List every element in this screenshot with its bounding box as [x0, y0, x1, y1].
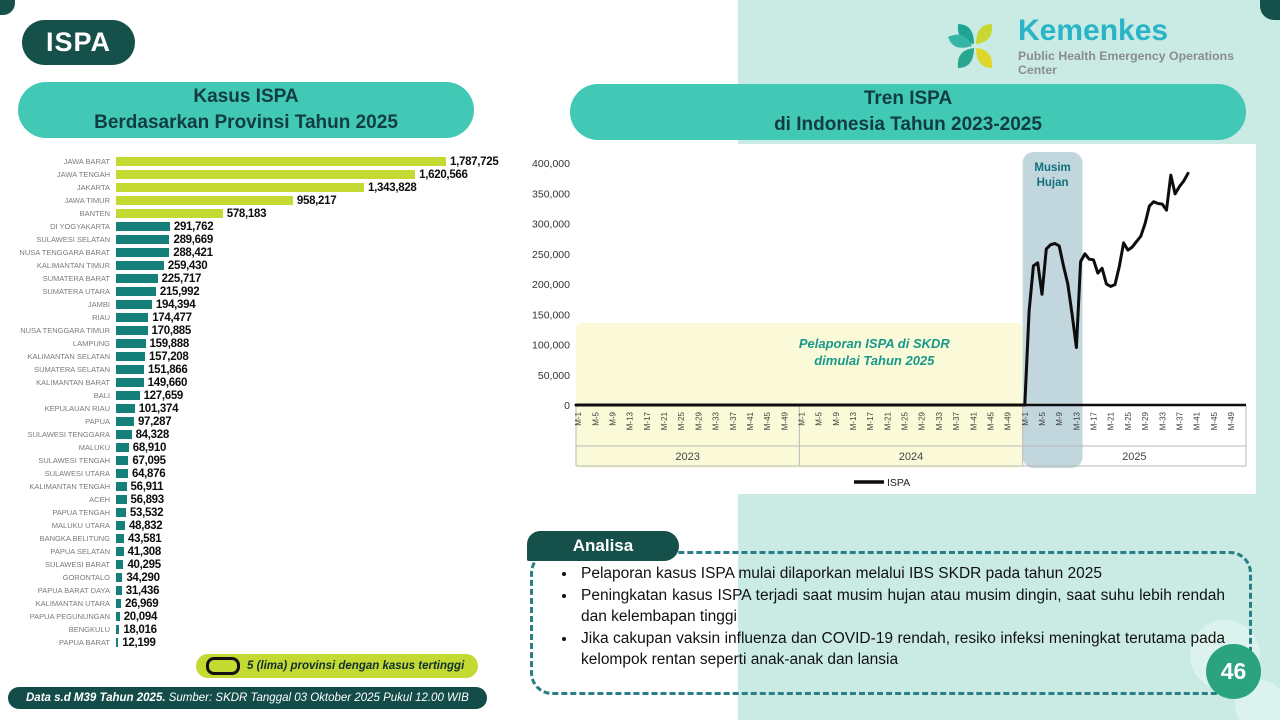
province-bar	[116, 313, 148, 322]
bar-row	[14, 636, 508, 649]
province-label: KALIMANTAN BARAT	[36, 378, 110, 387]
bar-chart-legend-label: 5 (lima) provinsi dengan kasus tertinggi	[247, 660, 465, 672]
province-value: 67,095	[132, 454, 166, 467]
province-bar	[116, 586, 122, 595]
annotation-text-line1: Pelaporan ISPA di SKDR	[798, 336, 950, 351]
province-value: 215,992	[159, 285, 200, 298]
right-chart-title-line1: Tren ISPA	[863, 88, 953, 110]
bar-row	[14, 389, 508, 402]
bar-row	[14, 363, 508, 376]
footnote-period: Data s.d M39 Tahun 2025.	[26, 692, 166, 704]
x-axis-tick-label: M-49	[780, 412, 790, 431]
x-axis-tick-label: M-33	[934, 412, 944, 431]
province-label: JAKARTA	[76, 183, 110, 192]
x-axis-tick-label: M-21	[660, 412, 670, 431]
bar-row	[14, 506, 508, 519]
province-bar	[116, 560, 123, 569]
y-axis-tick-label: 50,000	[537, 369, 570, 382]
y-axis-tick-label: 300,000	[532, 218, 570, 231]
y-axis-tick-label: 150,000	[532, 309, 570, 322]
x-axis-tick-label: M-17	[1089, 412, 1099, 431]
y-axis-tick-label: 250,000	[532, 248, 570, 261]
province-value: 157,208	[149, 350, 189, 363]
province-bar	[116, 222, 170, 231]
logo-subtitle: Public Health Emergency Operations Center	[1018, 49, 1234, 77]
analysis-bullet: • Pelaporan kasus ISPA mulai dilaporkan melalui IBS SKDR pada tahun 2025	[577, 564, 1225, 584]
annotation-text-line2: dimulai Tahun 2025	[814, 353, 935, 368]
bar-row	[14, 610, 508, 623]
rain-band-label-line2: Hujan	[1036, 177, 1069, 189]
x-axis-tick-label: M-17	[642, 412, 652, 431]
legend-label: ISPA	[887, 477, 911, 489]
logo-title: Kemenkes	[1018, 14, 1169, 47]
year-label: 2025	[1122, 451, 1147, 463]
province-bar	[116, 430, 132, 439]
province-bar-chart	[14, 155, 508, 649]
province-bar	[116, 235, 169, 244]
province-bar	[116, 638, 118, 647]
province-label: MALUKU	[78, 443, 110, 452]
province-bar	[116, 521, 125, 530]
province-bar	[116, 456, 128, 465]
province-value: 1,343,828	[368, 181, 417, 194]
x-axis-tick-label: M-5	[1037, 412, 1047, 426]
province-bar	[116, 261, 164, 270]
x-axis-tick-label: M-45	[1209, 412, 1219, 431]
province-value: 20,094	[123, 610, 158, 623]
x-axis-tick-label: M-49	[1003, 412, 1013, 431]
province-bar	[116, 534, 124, 543]
province-label: MALUKU UTARA	[51, 521, 110, 530]
bar-row	[14, 350, 508, 363]
province-label: BENGKULU	[68, 625, 110, 634]
province-bar	[116, 417, 134, 426]
province-bar	[116, 599, 121, 608]
province-value: 151,866	[148, 363, 188, 376]
bar-row	[14, 285, 508, 298]
y-axis-tick-label: 350,000	[532, 188, 570, 201]
province-label: SUMATERA SELATAN	[34, 365, 110, 374]
province-label: BANTEN	[79, 209, 110, 218]
bar-row	[14, 220, 508, 233]
x-axis-tick-label: M-1	[797, 412, 807, 426]
bar-row	[14, 454, 508, 467]
province-bar	[116, 547, 124, 556]
province-bar	[116, 352, 145, 361]
x-axis-tick-label: M-41	[1192, 412, 1202, 431]
bar-row	[14, 441, 508, 454]
x-axis-tick-label: M-17	[866, 412, 876, 431]
province-value: 1,787,725	[450, 155, 499, 168]
x-axis-tick-label: M-29	[694, 412, 704, 431]
bar-row	[14, 233, 508, 246]
province-bar	[116, 339, 146, 348]
province-value: 97,287	[137, 415, 172, 428]
bar-row	[14, 532, 508, 545]
province-value: 64,876	[131, 467, 166, 480]
province-value: 170,885	[151, 324, 192, 337]
x-axis-tick-label: M-25	[1123, 412, 1133, 431]
x-axis-tick-label: M-21	[883, 412, 893, 431]
province-bar	[116, 157, 446, 166]
x-axis-tick-label: M-9	[1055, 412, 1065, 426]
bar-row	[14, 311, 508, 324]
province-label: PAPUA SELATAN	[50, 547, 110, 556]
province-value: 288,421	[173, 246, 213, 259]
province-label: KALIMANTAN TENGAH	[29, 482, 110, 491]
province-bar	[116, 404, 135, 413]
bar-row	[14, 168, 508, 181]
province-label: PAPUA BARAT DAYA	[37, 586, 110, 595]
left-chart-title-line2: Berdasarkan Provinsi Tahun 2025	[94, 112, 398, 133]
x-axis-tick-label: M-13	[849, 412, 859, 431]
province-value: 40,295	[127, 558, 161, 571]
trend-line-chart	[512, 144, 1256, 494]
province-value: 149,660	[147, 376, 188, 389]
province-value: 291,762	[173, 220, 214, 233]
province-value: 43,581	[128, 532, 162, 545]
bar-row	[14, 467, 508, 480]
bar-row	[14, 415, 508, 428]
province-label: NUSA TENGGARA BARAT	[19, 248, 110, 257]
province-value: 68,910	[132, 441, 167, 454]
province-label: PAPUA TENGAH	[52, 508, 110, 517]
province-bar	[116, 183, 364, 192]
y-axis-tick-label: 200,000	[532, 279, 570, 291]
province-label: SULAWESI TENGAH	[38, 456, 110, 465]
province-bar	[116, 196, 293, 205]
bar-row	[14, 584, 508, 597]
province-label: PAPUA BARAT	[59, 638, 110, 647]
x-axis-tick-label: M-13	[625, 412, 635, 431]
bar-row	[14, 402, 508, 415]
right-chart-title-line2: di Indonesia Tahun 2023-2025	[774, 114, 1042, 135]
province-label: SULAWESI UTARA	[44, 469, 110, 478]
province-label: SULAWESI BARAT	[44, 560, 110, 569]
x-axis-tick-label: M-13	[1072, 412, 1082, 431]
province-label: PAPUA	[85, 417, 110, 426]
x-axis-tick-label: M-9	[831, 412, 841, 426]
bar-row	[14, 259, 508, 272]
province-label: RIAU	[92, 313, 110, 322]
bar-row	[14, 376, 508, 389]
province-value: 259,430	[167, 259, 208, 272]
province-label: SULAWESI TENGGARA	[27, 430, 110, 439]
province-label: BALI	[93, 391, 110, 400]
trend-chart-panel	[512, 144, 1256, 494]
province-label: KALIMANTAN TIMUR	[36, 261, 110, 270]
x-axis-tick-label: M-29	[1141, 412, 1151, 431]
y-axis-tick-label: 400,000	[532, 158, 570, 170]
bar-row	[14, 428, 508, 441]
province-label: KALIMANTAN UTARA	[35, 599, 110, 608]
x-axis-tick-label: M-9	[608, 412, 618, 426]
province-value: 31,436	[125, 584, 160, 597]
analysis-title-pill: Analisa	[527, 531, 679, 561]
province-value: 84,328	[135, 428, 169, 441]
x-axis-tick-label: M-45	[763, 412, 773, 431]
province-label: BANGKA BELITUNG	[39, 534, 110, 543]
x-axis-tick-label: M-33	[1158, 412, 1168, 431]
x-axis-tick-label: M-41	[745, 412, 755, 431]
x-axis-tick-label: M-29	[917, 412, 927, 431]
province-label: PAPUA PEGUNUNGAN	[29, 612, 110, 621]
bar-row	[14, 493, 508, 506]
bar-row	[14, 623, 508, 636]
bar-row	[14, 207, 508, 220]
province-value: 41,308	[127, 545, 161, 558]
x-axis-tick-label: M-1	[1020, 412, 1030, 426]
bar-row	[14, 545, 508, 558]
province-value: 289,669	[173, 233, 213, 246]
province-bar	[116, 443, 129, 452]
province-label: JAWA TIMUR	[64, 196, 110, 205]
bar-row	[14, 480, 508, 493]
year-label: 2023	[675, 451, 700, 463]
province-value: 18,016	[123, 623, 157, 636]
x-axis-tick-label: M-45	[986, 412, 996, 431]
province-label: SUMATERA UTARA	[42, 287, 110, 296]
bar-row	[14, 155, 508, 168]
province-value: 12,199	[122, 636, 156, 649]
province-value: 48,832	[129, 519, 163, 532]
province-bar	[116, 573, 122, 582]
province-value: 127,659	[143, 389, 184, 402]
x-axis-tick-label: M-37	[1175, 412, 1185, 431]
kemenkes-logo	[940, 14, 1260, 76]
bar-row	[14, 298, 508, 311]
x-axis-tick-label: M-37	[952, 412, 962, 431]
rain-band-label-line1: Musim	[1034, 162, 1071, 174]
province-bar	[116, 248, 169, 257]
province-value: 53,532	[129, 506, 164, 519]
bar-chart-legend	[196, 654, 478, 678]
province-value: 101,374	[138, 402, 179, 415]
year-label: 2024	[898, 451, 924, 463]
data-source-footnote	[8, 687, 487, 709]
x-axis-tick-label: M-33	[711, 412, 721, 431]
kemenkes-logo-icon	[940, 14, 1012, 76]
province-value: 34,290	[126, 571, 160, 584]
x-axis-tick-label: M-1	[574, 412, 584, 426]
analysis-bullet: • Peningkatan kasus ISPA terjadi saat musim hujan atau musim dingin, saat suhu lebih rendah dan kelembapan tinggi	[577, 586, 1225, 627]
highlight-oblong-icon	[206, 657, 240, 675]
bar-row	[14, 246, 508, 259]
province-bar	[116, 508, 126, 517]
y-axis-tick-label: 0	[564, 400, 570, 412]
province-bar	[116, 469, 128, 478]
province-value: 26,969	[124, 597, 159, 610]
province-bar	[116, 625, 119, 634]
corner-accent-top-left	[0, 0, 15, 15]
province-label: SULAWESI SELATAN	[36, 235, 110, 244]
province-label: JAMBI	[87, 300, 110, 309]
province-bar	[116, 274, 158, 283]
bar-row	[14, 571, 508, 584]
bar-row	[14, 597, 508, 610]
province-bar	[116, 495, 127, 504]
province-label: KALIMANTAN SELATAN	[27, 352, 110, 361]
province-value: 1,620,566	[419, 168, 468, 181]
province-label: JAWA TENGAH	[56, 170, 110, 179]
x-axis-tick-label: M-5	[591, 412, 601, 426]
province-value: 225,717	[161, 272, 202, 285]
province-value: 56,911	[130, 480, 164, 493]
x-axis-tick-label: M-21	[1106, 412, 1116, 431]
x-axis-tick-label: M-25	[677, 412, 687, 431]
bar-row	[14, 181, 508, 194]
province-value: 958,217	[296, 194, 337, 207]
province-label: GORONTALO	[62, 573, 110, 582]
province-label: NUSA TENGGARA TIMUR	[20, 326, 110, 335]
disease-badge: ISPA	[22, 20, 135, 65]
province-bar	[116, 482, 127, 491]
x-axis-tick-label: M-37	[728, 412, 738, 431]
x-axis-tick-label: M-49	[1226, 412, 1236, 431]
province-label: ACEH	[89, 495, 110, 504]
bar-row	[14, 337, 508, 350]
analysis-box	[530, 551, 1252, 695]
x-axis-tick-label: M-5	[814, 412, 824, 426]
province-label: JAWA BARAT	[63, 157, 110, 166]
province-bar	[116, 365, 144, 374]
province-bar	[116, 287, 156, 296]
analysis-bullet: • Jika cakupan vaksin influenza dan COVID-19 rendah, resiko infeksi meningkat terutama pada kelompok rentan seperti anak-anak dan lansia	[577, 629, 1225, 670]
province-label: KEPULAUAN RIAU	[44, 404, 110, 413]
province-value: 56,893	[130, 493, 164, 506]
y-axis-tick-label: 100,000	[532, 339, 570, 352]
province-label: SUMATERA BARAT	[42, 274, 110, 283]
province-bar	[116, 170, 415, 179]
bar-row	[14, 194, 508, 207]
footnote-source: Sumber: SKDR Tanggal 03 Oktober 2025 Pukul 12.00 WIB	[165, 692, 469, 704]
right-chart-title	[570, 84, 1246, 140]
province-bar	[116, 326, 148, 335]
bar-row	[14, 519, 508, 532]
bar-row	[14, 272, 508, 285]
province-label: LAMPUNG	[72, 339, 110, 348]
bar-row	[14, 558, 508, 571]
province-value: 174,477	[152, 311, 192, 324]
left-chart-title	[18, 82, 474, 138]
province-value: 194,394	[155, 298, 196, 311]
province-bar	[116, 300, 152, 309]
province-bar	[116, 391, 140, 400]
x-axis-tick-label: M-41	[969, 412, 979, 431]
x-axis-tick-label: M-25	[900, 412, 910, 431]
bar-row	[14, 324, 508, 337]
left-chart-title-line1: Kasus ISPA	[193, 86, 299, 108]
page-number-badge: 46	[1206, 644, 1261, 699]
analysis-bullet-list	[533, 564, 1249, 670]
province-bar	[116, 378, 144, 387]
province-value: 159,888	[149, 337, 189, 350]
province-label: DI YOGYAKARTA	[50, 222, 110, 231]
province-bar	[116, 209, 223, 218]
province-bar	[116, 612, 120, 621]
province-value: 578,183	[226, 207, 267, 220]
